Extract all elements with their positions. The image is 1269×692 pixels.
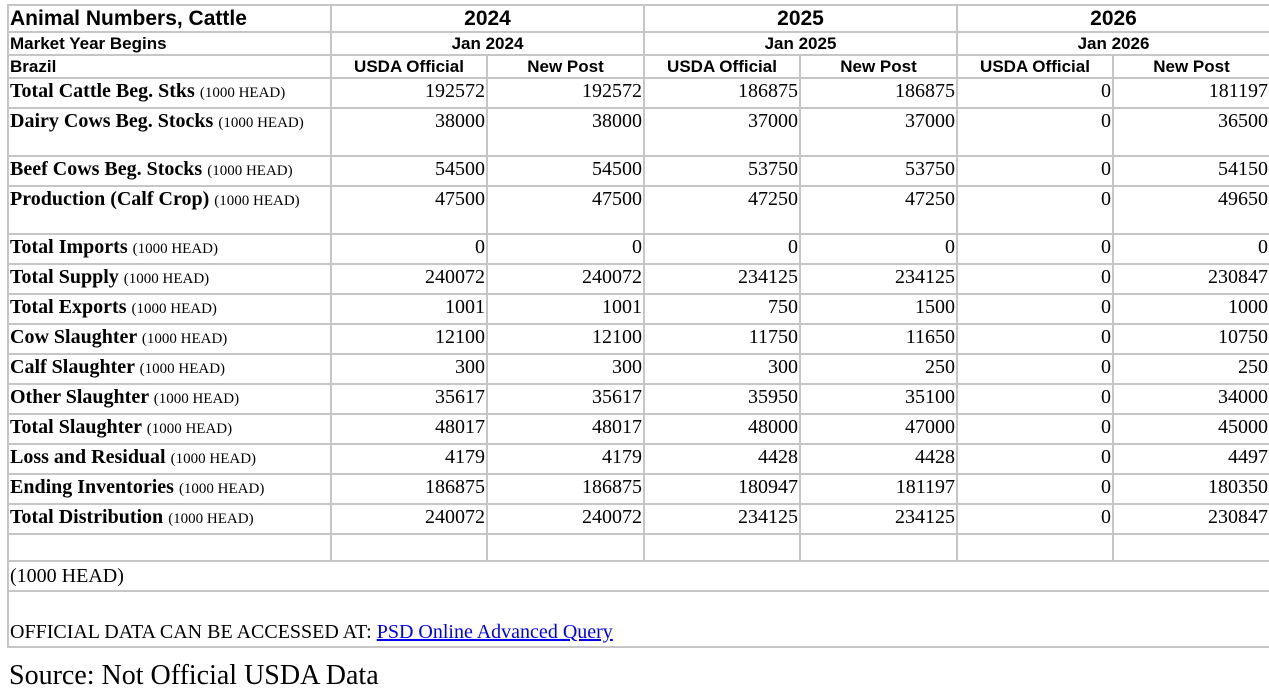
value-cell: 240072 [487,504,644,534]
value-cell: 186875 [487,474,644,504]
row-label [8,414,331,444]
value-cell: 234125 [644,264,800,294]
unit-note: (1000 HEAD) [8,561,1269,591]
value-cell: 4497 [1113,444,1269,474]
row-label-text: Total Imports [10,236,128,258]
begins-2024: Jan 2024 [331,32,644,55]
value-cell: 1001 [331,294,487,324]
value-cell: 35100 [800,384,957,414]
value-cell: 47000 [800,414,957,444]
row-unit: (1000 HEAD) [199,85,286,101]
value-cell: 230847 [1113,504,1269,534]
value-cell: 192572 [487,78,644,108]
value-cell: 180350 [1113,474,1269,504]
table-row [8,78,1269,108]
begins-2026: Jan 2026 [957,32,1269,55]
value-cell: 0 [957,108,1113,156]
col-new-post-2025: New Post [800,55,957,78]
value-cell: 10750 [1113,324,1269,354]
value-cell: 0 [957,384,1113,414]
value-cell: 11750 [644,324,800,354]
row-label-text: Total Cattle Beg. Stks [10,80,195,102]
value-cell: 234125 [644,504,800,534]
year-2026-header: 2026 [957,5,1269,32]
value-cell: 181197 [800,474,957,504]
empty-cell [957,534,1113,561]
access-text: OFFICIAL DATA CAN BE ACCESSED AT: [10,621,377,643]
row-label [8,444,331,474]
row-unit: (1000 HEAD) [146,421,233,437]
value-cell: 38000 [487,108,644,156]
row-unit: (1000 HEAD) [139,361,226,377]
value-cell: 48017 [487,414,644,444]
value-cell: 12100 [487,324,644,354]
row-label [8,504,331,534]
table-row [8,504,1269,534]
value-cell: 4179 [487,444,644,474]
value-cell: 186875 [800,78,957,108]
value-cell: 250 [800,354,957,384]
table-row [8,414,1269,444]
row-label-text: Total Distribution [10,506,164,528]
value-cell: 0 [957,474,1113,504]
table-row [8,156,1269,186]
col-new-post-2024: New Post [487,55,644,78]
row-unit: (1000 HEAD) [131,301,217,317]
value-cell: 300 [644,354,800,384]
col-usda-official-2026: USDA Official [957,55,1113,78]
empty-cell [487,534,644,561]
value-cell: 0 [957,234,1113,264]
begins-2025: Jan 2025 [644,32,957,55]
row-label-text: Total Supply [10,266,119,288]
value-cell: 34000 [1113,384,1269,414]
row-label-text: Loss and Residual [10,446,166,468]
value-cell: 234125 [800,264,957,294]
value-cell: 37000 [644,108,800,156]
value-cell: 240072 [331,264,487,294]
row-label-text: Other Slaughter [10,386,149,408]
empty-cell [800,534,957,561]
table-row [8,186,1269,234]
value-cell: 4179 [331,444,487,474]
value-cell: 0 [957,294,1113,324]
row-unit: (1000 HEAD) [168,511,254,527]
empty-cell [331,534,487,561]
value-cell: 0 [957,354,1113,384]
year-2024-header: 2024 [331,5,644,32]
col-new-post-2026: New Post [1113,55,1269,78]
value-cell: 0 [957,156,1113,186]
value-cell: 0 [800,234,957,264]
value-cell: 48000 [644,414,800,444]
row-unit: (1000 HEAD) [123,271,210,287]
row-label-text: Beef Cows Beg. Stocks [10,158,203,180]
value-cell: 0 [957,264,1113,294]
row-unit: (1000 HEAD) [132,241,219,257]
row-label [8,294,331,324]
value-cell: 54150 [1113,156,1269,186]
row-unit: (1000 HEAD) [218,115,304,131]
value-cell: 12100 [331,324,487,354]
table-row [8,354,1269,384]
blank-row [8,534,1269,561]
value-cell: 240072 [331,504,487,534]
value-cell: 750 [644,294,800,324]
value-cell: 37000 [800,108,957,156]
row-unit: (1000 HEAD) [214,193,300,209]
table-row [8,264,1269,294]
value-cell: 47250 [644,186,800,234]
value-cell: 300 [331,354,487,384]
unit-note-row [8,561,1269,591]
table-row [8,108,1269,156]
value-cell: 1001 [487,294,644,324]
table-row [8,324,1269,354]
row-label [8,324,331,354]
table-row [8,294,1269,324]
row-label [8,234,331,264]
source-note: Source: Not Official USDA Data [9,660,379,691]
row-label-text: Ending Inventories [10,476,174,498]
value-cell: 53750 [644,156,800,186]
value-cell: 47500 [487,186,644,234]
value-cell: 192572 [331,78,487,108]
row-unit: (1000 HEAD) [170,451,257,467]
value-cell: 234125 [800,504,957,534]
empty-cell [644,534,800,561]
value-cell: 36500 [1113,108,1269,156]
value-cell: 54500 [331,156,487,186]
value-cell: 11650 [800,324,957,354]
value-cell: 0 [957,186,1113,234]
value-cell: 180947 [644,474,800,504]
value-cell: 0 [331,234,487,264]
row-label-text: Total Exports [10,296,127,318]
table-row [8,234,1269,264]
table-row [8,474,1269,504]
row-label-text: Production (Calf Crop) [10,188,210,210]
row-label-text: Total Slaughter [10,416,142,438]
country-label: Brazil [8,55,331,78]
value-cell: 48017 [331,414,487,444]
value-cell: 47500 [331,186,487,234]
value-cell: 0 [644,234,800,264]
psd-online-link[interactable]: PSD Online Advanced Query [376,621,613,643]
value-cell: 240072 [487,264,644,294]
value-cell: 35617 [331,384,487,414]
row-label [8,354,331,384]
row-unit: (1000 HEAD) [178,481,265,497]
value-cell: 230847 [1113,264,1269,294]
row-label [8,264,331,294]
access-note [8,591,1269,647]
empty-cell [8,534,331,561]
year-2025-header: 2025 [644,5,957,32]
value-cell: 54500 [487,156,644,186]
table-title: Animal Numbers, Cattle [8,5,331,32]
value-cell: 49650 [1113,186,1269,234]
cattle-data-table [7,4,1269,648]
row-label [8,474,331,504]
value-cell: 4428 [644,444,800,474]
value-cell: 0 [957,78,1113,108]
market-year-label: Market Year Begins [8,32,331,55]
row-unit: (1000 HEAD) [207,163,293,179]
row-unit: (1000 HEAD) [153,391,240,407]
value-cell: 0 [487,234,644,264]
value-cell: 38000 [331,108,487,156]
access-row [8,591,1269,647]
table-row [8,384,1269,414]
value-cell: 35950 [644,384,800,414]
row-label [8,108,331,156]
value-cell: 186875 [331,474,487,504]
value-cell: 1500 [800,294,957,324]
value-cell: 1000 [1113,294,1269,324]
value-cell: 300 [487,354,644,384]
value-cell: 0 [957,504,1113,534]
value-cell: 0 [957,324,1113,354]
row-label [8,156,331,186]
col-usda-official-2024: USDA Official [331,55,487,78]
value-cell: 250 [1113,354,1269,384]
value-cell: 53750 [800,156,957,186]
value-cell: 0 [957,414,1113,444]
value-cell: 186875 [644,78,800,108]
row-unit: (1000 HEAD) [141,331,228,347]
row-label-text: Cow Slaughter [10,326,137,348]
value-cell: 35617 [487,384,644,414]
value-cell: 45000 [1113,414,1269,444]
value-cell: 4428 [800,444,957,474]
row-label-text: Calf Slaughter [10,356,135,378]
value-cell: 181197 [1113,78,1269,108]
empty-cell [1113,534,1269,561]
value-cell: 47250 [800,186,957,234]
row-label [8,186,331,234]
value-cell: 0 [957,444,1113,474]
row-label [8,384,331,414]
table-row [8,444,1269,474]
col-usda-official-2025: USDA Official [644,55,800,78]
value-cell: 0 [1113,234,1269,264]
row-label [8,78,331,108]
row-label-text: Dairy Cows Beg. Stocks [10,110,214,132]
